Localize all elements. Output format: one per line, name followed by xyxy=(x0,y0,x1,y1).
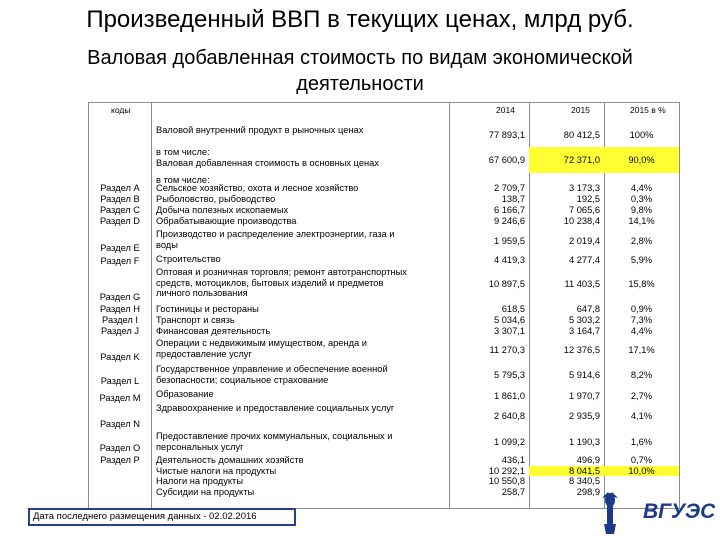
row-value-2015 xyxy=(529,205,604,215)
row-code xyxy=(89,267,151,302)
row-share-pct-text: 8,2% xyxy=(630,369,653,380)
last-update-note: Дата последнего размещения данных - 02.02.2016 xyxy=(28,508,296,526)
row-code-text: Раздел E xyxy=(100,242,140,253)
row-activity-name xyxy=(156,455,446,465)
row-value-2014-text: 1 959,5 xyxy=(493,235,525,246)
row-value-2014 xyxy=(449,229,529,253)
row-share-pct xyxy=(604,254,679,266)
row-value-2015-text: 2 019,4 xyxy=(568,235,600,246)
row-code xyxy=(89,431,151,453)
row-activity-name-text: Деятельность домашних хозяйств xyxy=(156,455,304,465)
row-value-2015-text: 3 173,3 xyxy=(568,182,600,193)
row-share-pct-text: 2,8% xyxy=(630,235,653,246)
header-2014: 2014 xyxy=(496,105,515,115)
row-value-2014-text: 4 419,3 xyxy=(493,254,525,265)
row-value-2014 xyxy=(449,364,529,386)
row-share-pct-text: 5,9% xyxy=(630,254,653,265)
row-share-pct-text: 15,8% xyxy=(628,279,655,290)
row-value-2014-text: 2 709,7 xyxy=(493,182,525,193)
row-code-text: Раздел K xyxy=(100,351,140,362)
row-code-text: Раздел B xyxy=(100,193,140,204)
row-activity-name-text: Предоставление прочих коммунальных, социальных и персональных услуг xyxy=(156,431,393,452)
row-value-2015-text: 7 065,6 xyxy=(568,204,600,215)
row-value-2015-text: 496,9 xyxy=(576,454,600,465)
row-value-2015 xyxy=(529,431,604,453)
row-share-pct-text: 1,6% xyxy=(630,436,653,447)
table-row xyxy=(89,431,679,453)
row-value-2015 xyxy=(529,466,604,476)
row-value-2014-text: 67 600,9 xyxy=(488,154,525,165)
logo-text: ВГУЭС xyxy=(643,500,716,523)
row-code-text: Раздел G xyxy=(99,291,141,302)
row-value-2014 xyxy=(449,254,529,266)
row-activity-name-text: Операции с недвижимым имуществом, аренда и предоставление услуг xyxy=(156,338,367,359)
row-value-2015-text: 80 412,5 xyxy=(563,129,600,140)
row-activity-name-text: Здравоохранение и предоставление социальных услуг xyxy=(156,403,395,413)
row-share-pct-text: 17,1% xyxy=(628,344,655,355)
row-code xyxy=(89,476,151,486)
row-value-2014 xyxy=(449,216,529,226)
row-share-pct xyxy=(604,455,679,465)
row-activity-name xyxy=(156,254,446,266)
row-activity-name xyxy=(156,125,446,145)
table-row xyxy=(89,403,679,429)
row-value-2015 xyxy=(529,125,604,145)
row-value-2014-text: 1 099,2 xyxy=(493,436,525,447)
header-2015: 2015 xyxy=(571,105,590,115)
row-value-2014-text: 258,7 xyxy=(501,487,525,498)
row-activity-name xyxy=(156,315,446,325)
row-code-text: Раздел J xyxy=(101,325,139,336)
row-share-pct xyxy=(604,216,679,226)
row-value-2015 xyxy=(529,216,604,226)
row-activity-name-text: Сельское хозяйство, охота и лесное хозяйство xyxy=(156,183,359,193)
row-value-2014-text: 3 307,1 xyxy=(493,325,525,336)
row-share-pct xyxy=(604,147,679,173)
row-code-text: Раздел P xyxy=(100,454,140,465)
row-value-2015 xyxy=(529,389,604,403)
row-value-2015-text: 3 164,7 xyxy=(568,325,600,336)
row-activity-name-text: Рыболовство, рыбоводство xyxy=(156,194,276,204)
row-code xyxy=(89,315,151,325)
table-row xyxy=(89,364,679,386)
row-value-2015-text: 11 403,5 xyxy=(564,279,600,290)
row-activity-name-text: Оптовая и розничная торговля; ремонт автотранспортных средств, мотоциклов, бытовых изделий и предметов личного пользования xyxy=(156,267,407,298)
row-value-2015 xyxy=(529,487,604,498)
row-share-pct-text: 4,1% xyxy=(630,410,653,421)
table-row xyxy=(89,338,679,362)
header-pct: 2015 в % xyxy=(630,105,666,115)
row-share-pct-text: 0,3% xyxy=(630,193,653,204)
row-value-2014 xyxy=(449,455,529,465)
row-share-pct xyxy=(604,389,679,403)
row-value-2014 xyxy=(449,125,529,145)
row-code xyxy=(89,455,151,465)
row-share-pct xyxy=(604,326,679,336)
row-activity-name xyxy=(156,326,446,336)
row-value-2015 xyxy=(529,183,604,193)
row-value-2014-text: 10 550,8 xyxy=(488,475,525,486)
row-share-pct-text: 0,7% xyxy=(630,454,653,465)
row-value-2015-text: 8 041,5 xyxy=(568,465,600,476)
row-code xyxy=(89,364,151,386)
row-value-2014-text: 10 897,5 xyxy=(488,279,525,290)
row-value-2014-text: 1 861,0 xyxy=(493,390,525,401)
row-value-2015-text: 5 914,6 xyxy=(568,369,600,380)
row-activity-name-text: Налоги на продукты xyxy=(156,476,243,486)
row-value-2014-text: 11 270,3 xyxy=(489,344,525,355)
row-activity-name xyxy=(156,431,446,453)
row-share-pct-text: 2,7% xyxy=(630,390,653,401)
row-value-2014 xyxy=(449,389,529,403)
row-code xyxy=(89,183,151,193)
row-code xyxy=(89,326,151,336)
slide-subtitle xyxy=(0,45,720,97)
row-activity-name xyxy=(156,183,446,193)
row-value-2014 xyxy=(449,338,529,362)
row-code xyxy=(89,304,151,314)
row-value-2014 xyxy=(449,147,529,173)
row-value-2014-text: 5 795,3 xyxy=(493,369,525,380)
table-row xyxy=(89,229,679,253)
row-share-pct-text: 4,4% xyxy=(630,325,653,336)
row-activity-name-text: Добыча полезных ископаемых xyxy=(156,205,289,215)
row-value-2015 xyxy=(529,267,604,302)
row-code-text: Раздел N xyxy=(99,418,141,429)
table-row xyxy=(89,194,679,204)
row-code-text: Раздел M xyxy=(99,392,141,403)
row-share-pct-text: 4,4% xyxy=(630,182,653,193)
row-value-2014 xyxy=(449,194,529,204)
row-value-2015-text: 298,9 xyxy=(576,487,600,498)
row-value-2014-text: 5 034,6 xyxy=(493,314,525,325)
row-value-2014-text: 77 893,1 xyxy=(488,129,525,140)
table-row xyxy=(89,267,679,302)
row-value-2014 xyxy=(449,205,529,215)
row-share-pct-text: 100% xyxy=(629,129,654,140)
row-activity-name xyxy=(156,389,446,403)
row-value-2015-text: 2 935,9 xyxy=(568,410,600,421)
row-value-2014 xyxy=(449,403,529,429)
row-value-2014 xyxy=(449,183,529,193)
table-row xyxy=(89,183,679,193)
row-activity-name xyxy=(156,194,446,204)
row-activity-name xyxy=(156,364,446,386)
row-activity-name xyxy=(156,205,446,215)
row-value-2014 xyxy=(449,466,529,476)
row-value-2015-text: 8 340,5 xyxy=(568,475,600,486)
row-value-2015 xyxy=(529,403,604,429)
slide-title: Произведенный ВВП в текущих ценах, млрд руб. xyxy=(86,6,634,33)
row-value-2015-text: 1 190,3 xyxy=(568,436,600,447)
row-share-pct xyxy=(604,125,679,145)
row-code-text: Раздел H xyxy=(99,303,141,314)
table-row xyxy=(89,125,679,145)
row-code xyxy=(89,389,151,403)
row-activity-name xyxy=(156,304,446,314)
row-code-text: Раздел O xyxy=(99,442,141,453)
row-share-pct xyxy=(604,364,679,386)
row-value-2015-text: 10 238,4 xyxy=(563,215,600,226)
row-value-2015-text: 72 371,0 xyxy=(563,154,600,165)
row-code xyxy=(89,205,151,215)
row-value-2015-text: 647,8 xyxy=(576,303,600,314)
row-code xyxy=(89,487,151,498)
subtitle-line-1: Валовая добавленная стоимость по видам экономической xyxy=(87,47,633,69)
row-value-2015-text: 5 303,2 xyxy=(568,314,600,325)
row-code-text: Раздел D xyxy=(99,215,141,226)
row-activity-name xyxy=(156,147,446,173)
row-value-2015 xyxy=(529,455,604,465)
row-code xyxy=(89,147,151,173)
row-value-2015 xyxy=(529,229,604,253)
row-value-2015 xyxy=(529,147,604,173)
row-value-2015 xyxy=(529,326,604,336)
row-value-2015-text: 12 376,5 xyxy=(563,344,600,355)
row-share-pct xyxy=(604,183,679,193)
table-row xyxy=(89,466,679,476)
row-value-2015 xyxy=(529,476,604,486)
row-value-2014-text: 9 246,6 xyxy=(493,215,525,226)
row-code-text: Раздел C xyxy=(99,204,141,215)
row-code xyxy=(89,254,151,266)
row-value-2014 xyxy=(449,431,529,453)
row-code xyxy=(89,194,151,204)
row-activity-name-text: Транспорт и связь xyxy=(156,315,235,325)
row-share-pct-text: 7,3% xyxy=(630,314,653,325)
row-value-2014 xyxy=(449,304,529,314)
table-row xyxy=(89,389,679,403)
table-row xyxy=(89,216,679,226)
row-share-pct xyxy=(604,403,679,429)
row-share-pct xyxy=(604,229,679,253)
row-activity-name xyxy=(156,487,446,498)
row-activity-name-text: в том числе: xyxy=(156,175,210,185)
row-share-pct-text: 14,1% xyxy=(628,215,655,226)
subtitle-line-2: деятельности xyxy=(296,73,424,95)
gdp-table xyxy=(88,102,680,509)
row-activity-name xyxy=(156,338,446,362)
row-activity-name-text: Обрабатывающие производства xyxy=(156,216,297,226)
row-share-pct-text: 9,8% xyxy=(630,204,653,215)
header-codes: коды xyxy=(111,105,131,115)
row-value-2015 xyxy=(529,338,604,362)
table-row xyxy=(89,315,679,325)
row-value-2014-text: 2 640,8 xyxy=(493,410,525,421)
row-activity-name-text: Валовой внутренний продукт в рыночных ценах xyxy=(156,125,364,135)
row-code-text: Раздел A xyxy=(100,182,140,193)
row-activity-name-text: Производство и распределение электроэнергии, газа и воды xyxy=(156,229,395,250)
table-row xyxy=(89,205,679,215)
row-value-2015-text: 1 970,7 xyxy=(568,390,600,401)
table-row xyxy=(89,304,679,314)
row-value-2014 xyxy=(449,267,529,302)
row-share-pct-text: 90,0% xyxy=(628,154,655,165)
row-activity-name xyxy=(156,216,446,226)
row-activity-name-text: Гостиницы и рестораны xyxy=(156,304,259,314)
row-activity-name xyxy=(156,267,446,302)
table-row xyxy=(89,455,679,465)
table-row xyxy=(89,254,679,266)
row-activity-name-text: Чистые налоги на продукты xyxy=(156,466,277,476)
table-row xyxy=(89,476,679,486)
row-share-pct xyxy=(604,194,679,204)
row-share-pct xyxy=(604,205,679,215)
row-activity-name-text: Субсидии на продукты xyxy=(156,487,255,497)
row-share-pct xyxy=(604,267,679,302)
row-activity-name xyxy=(156,403,446,429)
row-activity-name-text: Финансовая деятельность xyxy=(156,326,271,336)
row-value-2014 xyxy=(449,315,529,325)
row-share-pct-text: 0,9% xyxy=(630,303,653,314)
row-code-text: Раздел I xyxy=(102,314,138,325)
row-value-2015-text: 192,5 xyxy=(576,193,600,204)
row-code xyxy=(89,216,151,226)
row-share-pct xyxy=(604,338,679,362)
row-value-2015-text: 4 277,4 xyxy=(568,254,600,265)
row-activity-name-text: Строительство xyxy=(156,254,221,264)
row-activity-name xyxy=(156,229,446,253)
row-share-pct xyxy=(604,466,679,476)
row-value-2014 xyxy=(449,476,529,486)
row-activity-name xyxy=(156,466,446,476)
row-value-2014 xyxy=(449,487,529,498)
row-share-pct-text: 10,0% xyxy=(628,465,655,476)
row-code-text: Раздел L xyxy=(100,375,140,386)
row-value-2014-text: 618,5 xyxy=(501,303,525,314)
row-code-text: Раздел F xyxy=(100,255,140,266)
row-value-2014-text: 436,1 xyxy=(501,454,525,465)
table-row xyxy=(89,326,679,336)
row-activity-name xyxy=(156,476,446,486)
row-code xyxy=(89,466,151,476)
row-value-2014-text: 6 166,7 xyxy=(493,204,525,215)
row-code xyxy=(89,229,151,253)
row-value-2015 xyxy=(529,315,604,325)
row-activity-name-text: Государственное управление и обеспечение военной безопасности; социальное страхование xyxy=(156,364,388,385)
row-share-pct xyxy=(604,431,679,453)
row-activity-name-text: в том числе: Валовая добавленная стоимость в основных ценах xyxy=(156,147,379,168)
row-value-2014 xyxy=(449,326,529,336)
row-code xyxy=(89,403,151,429)
table-row xyxy=(89,487,679,498)
row-value-2015 xyxy=(529,254,604,266)
row-value-2014-text: 138,7 xyxy=(501,193,525,204)
row-value-2015 xyxy=(529,194,604,204)
row-activity-name-text: Образование xyxy=(156,389,214,399)
row-share-pct xyxy=(604,304,679,314)
row-code xyxy=(89,125,151,145)
row-value-2015 xyxy=(529,304,604,314)
row-code xyxy=(89,338,151,362)
row-value-2015 xyxy=(529,364,604,386)
table-row xyxy=(89,147,679,173)
row-value-2014-text: 10 292,1 xyxy=(488,465,525,476)
row-share-pct xyxy=(604,315,679,325)
